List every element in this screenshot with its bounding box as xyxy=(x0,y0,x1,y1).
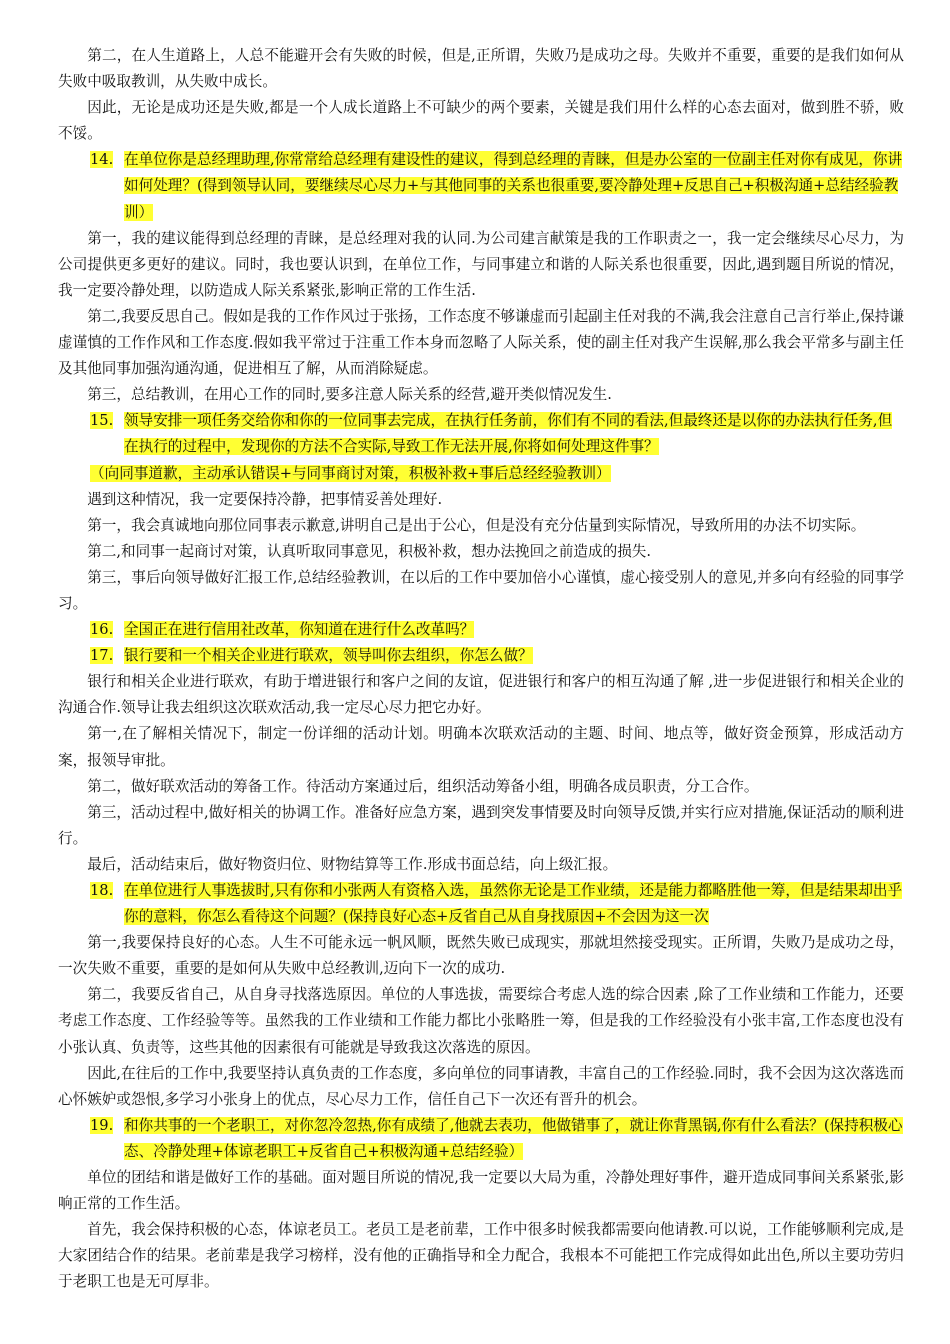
question-number: 17. xyxy=(90,647,114,665)
question-16 xyxy=(58,617,904,643)
paragraph: 最后，活动结束后，做好物资归位、财物结算等工作.形成书面总结，向上级汇报。 xyxy=(87,855,618,873)
paragraph: 第三，活动过程中,做好相关的协调工作。准备好应急方案，遇到突发事情要及时向领导反馈,并实行应对措施,保证活动的顺利进行。 xyxy=(58,803,904,847)
question-number: 15. xyxy=(90,412,114,430)
paragraph: 遇到这种情况，我一定要保持冷静，把事情妥善处理好. xyxy=(87,490,443,508)
question-18 xyxy=(58,878,904,930)
paragraph: 第一,我要保持良好的心态。人生不可能永远一帆风顺，既然失败已成现实，那就坦然接受现实。正所谓，失败乃是成功之母，一次失败不重要，重要的是如何从失败中总经教训,迈向下一次的成功. xyxy=(58,934,904,978)
paragraph: 首先，我会保持积极的心态，体谅老员工。老员工是老前辈，工作中很多时候我都需要向他请教.可以说，工作能够顺利完成,是大家团结合作的结果。老前辈是我学习榜样，没有他的正确指导和全力配合，我根本不可能把工作完成得如此出色,所以主要功劳归于老职工也是无可厚非。 xyxy=(58,1221,904,1291)
paragraph: 因此,在往后的工作中,我要坚持认真负责的工作态度，多向单位的同事请教，丰富自己的工作经验.同时，我不会因为这次落选而心怀嫉妒或怨恨,多学习小张身上的优点，尽心尽力工作，信任自己下一次还有晋升的机会。 xyxy=(58,1064,904,1108)
question-number: 14. xyxy=(90,151,114,169)
paragraph: 第三，总结教训，在用心工作的同时,要多注意人际关系的经营,避开类似情况发生. xyxy=(87,386,612,404)
paragraph: 第三，事后向领导做好汇报工作,总结经验教训，在以后的工作中要加倍小心谨慎，虚心接受别人的意见,并多向有经验的同事学习。 xyxy=(58,568,904,612)
paragraph: 第二，在人生道路上，人总不能避开会有失败的时候，但是,正所谓，失败乃是成功之母。失败并不重要，重要的是我们如何从失败中吸取教训，从失败中成长。 xyxy=(58,47,904,91)
paragraph: 第二，我要反省自己，从自身寻找落选原因。单位的人事选拔，需要综合考虑人选的综合因素 ,除了工作业绩和工作能力，还要考虑工作态度、工作经验等等。虽然我的工作业绩和工作能力都比小张略胜一筹，但是我的工作经验没有小张丰富,工作态度也没有小张认真、负责等，这些其他的因素很有可能就是导致我这次落选的原因。 xyxy=(58,986,904,1056)
question-15 xyxy=(58,408,904,460)
paragraph: 第一，我会真诚地向那位同事表示歉意,讲明自己是出于公心，但是没有充分估量到实际情况，导致所用的办法不切实际。 xyxy=(87,516,866,534)
question-number: 18. xyxy=(90,882,114,899)
question-text: 在单位进行人事选拔时,只有你和小张两人有资格入选，虽然你无论是工作业绩，还是能力都略胜他一筹，但是结果却出乎你的意料，你怎么看待这个问题？(保持良好心态+反省自己从自身找原因+不会因为这一次 xyxy=(124,882,903,926)
paragraph: 单位的团结和谐是做好工作的基础。面对题目所说的情况,我一定要以大局为重，冷静处理好事件，避开造成同事间关系紧张,影响正常的工作生活。 xyxy=(58,1169,904,1213)
question-19 xyxy=(58,1113,904,1165)
question-number: 19. xyxy=(90,1116,114,1134)
question-text: 领导安排一项任务交给你和你的一位同事去完成，在执行任务前，你们有不同的看法,但最终还是以你的办法执行任务,但在执行的过程中，发现你的方法不合实际,导致工作无法开展,你将如何处理这件事？ xyxy=(124,412,893,456)
question-14 xyxy=(58,147,904,225)
question-text: 全国正在进行信用社改革，你知道在进行什么改革吗？ xyxy=(124,621,475,639)
question-text: 在单位你是总经理助理,你常常给总经理有建设性的建议，得到总经理的青睐，但是办公室的一位副主任对你有成见，你讲如何处理？(得到领导认同，要继续尽心尽力+与其他同事的关系也很重要,要冷静处理+反思自己+积极沟通+总结经验教训） xyxy=(124,151,903,221)
paragraph: 因此，无论是成功还是失败,都是一个人成长道路上不可缺少的两个要素，关键是我们用什么样的心态去面对，做到胜不骄，败不馁。 xyxy=(58,99,904,143)
question-text: 和你共事的一个老职工，对你忽冷忽热,你有成绩了,他就去表功，他做错事了，就让你背黑锅,你有什么看法？(保持积极心态、冷静处理+体谅老职工+反省自己+积极沟通+总结经验） xyxy=(124,1116,903,1160)
paragraph: 第一，我的建议能得到总经理的青睐，是总经理对我的认同.为公司建言献策是我的工作职责之一，我一定会继续尽心尽力，为公司提供更多更好的建议。同时，我也要认识到，在单位工作，与同事建立和谐的人际关系也很重要，因此,遇到题目所说的情况，我一定要冷静处理，以防造成人际关系紧张,影响正常的工作生活. xyxy=(58,229,904,299)
question-text: 银行要和一个相关企业进行联欢，领导叫你去组织，你怎么做？ xyxy=(124,647,533,665)
question-17 xyxy=(58,643,904,669)
question-number: 16. xyxy=(90,621,114,639)
paragraph: 第二,我要反思自己。假如是我的工作作风过于张扬，工作态度不够谦虚而引起副主任对我的不满,我会注意自己言行举止,保持谦虚谨慎的工作作风和工作态度.假如我平常过于注重工作本身而忽略了人际关系，使的副主任对我产生误解,那么我会平常多与副主任及其他同事加强沟通沟通，促进相互了解，从而消除疑虑。 xyxy=(58,307,904,378)
paragraph: 银行和相关企业进行联欢，有助于增进银行和客户之间的友谊，促进银行和客户的相互沟通了解 ,进一步促进银行和相关企业的沟通合作.领导让我去组织这次联欢活动,我一定尽心尽力把它办好。 xyxy=(58,673,904,717)
question-hint: （向同事道歉，主动承认错误+与同事商讨对策，积极补救+事后总经经验教训） xyxy=(90,464,611,482)
paragraph: 第一,在了解相关情况下，制定一份详细的活动计划。明确本次联欢活动的主题、时间、地点等，做好资金预算，形成活动方案，报领导审批。 xyxy=(58,725,904,769)
paragraph: 第二，做好联欢活动的筹备工作。待活动方案通过后，组织活动筹备小组，明确各成员职责，分工合作。 xyxy=(87,777,759,795)
paragraph: 第二,和同事一起商讨对策，认真听取同事意见，积极补救，想办法挽回之前造成的损失. xyxy=(87,542,652,560)
